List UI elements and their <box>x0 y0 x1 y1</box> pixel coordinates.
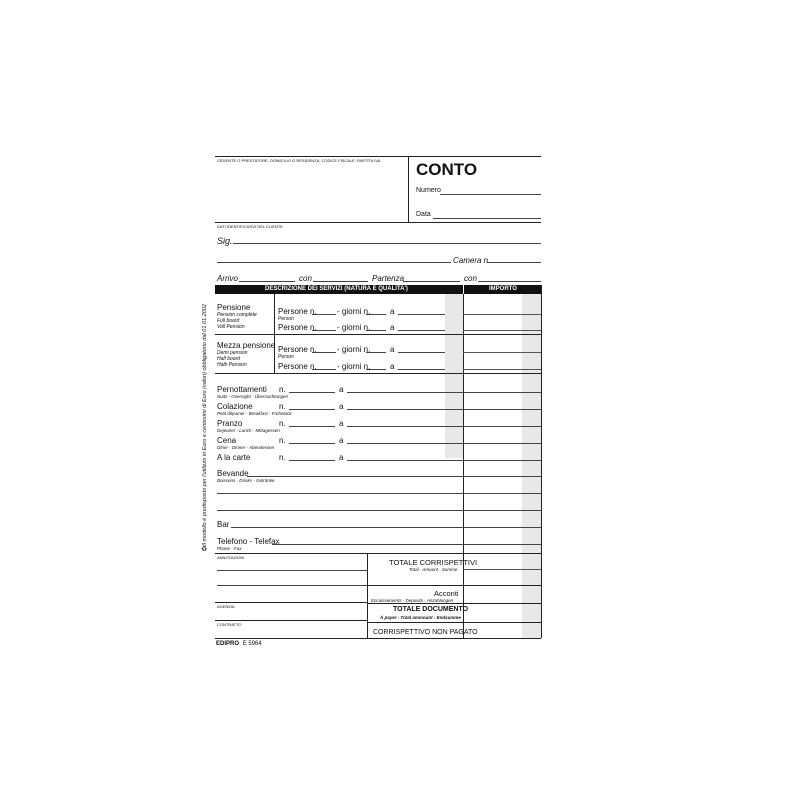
pensione-row1-rate[interactable] <box>398 314 445 315</box>
contratto-label: CONTRATTO <box>217 622 242 627</box>
annotazioni-label: ANNOTAZIONI <box>217 555 245 560</box>
mezza-sub-3: Halb Pension <box>217 362 247 368</box>
pensione-title: Pensione <box>217 303 251 312</box>
bevande-label: Bevande <box>217 469 249 478</box>
service-sub-colazione: Petit déjeuner - Breakfast - Frühstück <box>217 411 292 416</box>
service-label-pernottamenti: Pernottamenti <box>217 385 267 394</box>
service-a-a-la-carte: a <box>339 453 344 462</box>
mezza-sub-2: Half board <box>217 356 241 362</box>
telefono-field[interactable] <box>272 544 541 545</box>
acconti-line <box>367 603 541 604</box>
arrivo-field[interactable] <box>239 281 295 282</box>
service-a-field-a-la-carte[interactable] <box>347 460 541 461</box>
telefono-sub: Phone - Fax <box>217 546 242 551</box>
mezza-sub-1: Demi pension <box>217 350 248 356</box>
arrivo-label: Arrivo <box>217 274 238 283</box>
service-a-field-cena[interactable] <box>347 443 541 444</box>
annotazioni-line-2[interactable] <box>217 585 367 586</box>
pensione-row2: Person <box>278 316 294 322</box>
mezza-row2: Person <box>278 354 294 360</box>
top-border <box>215 156 541 157</box>
brand-text: EDIPRO <box>216 641 240 647</box>
bevande-field-3[interactable] <box>217 510 541 511</box>
mezza-bottom <box>215 373 541 374</box>
service-n-pernottamenti: n. <box>279 385 286 394</box>
mezza-row1-days[interactable] <box>366 352 386 353</box>
pensione-row3-persons[interactable] <box>312 330 336 331</box>
header-divider <box>408 156 409 222</box>
service-n-a-la-carte: n. <box>279 453 286 462</box>
mezza-row3-a: a <box>390 362 395 371</box>
pensione-row1-giorni: - giorni n. <box>337 307 371 316</box>
acconti-label: Acconti <box>434 589 459 598</box>
service-a-pernottamenti: a <box>339 385 344 394</box>
pensione-row1-a: a <box>390 307 395 316</box>
mezza-title: Mezza pensione <box>217 341 276 350</box>
footer-bottom <box>215 638 541 639</box>
con-field-1[interactable] <box>313 281 368 282</box>
bar-field[interactable] <box>231 527 541 528</box>
mezza-row1-giorni: - giorni n. <box>337 345 371 354</box>
service-n-pranzo: n. <box>279 419 286 428</box>
pensione-sub-3: Voll Pension <box>217 324 245 330</box>
service-a-cena: a <box>339 436 344 445</box>
bar-label: Bar <box>217 520 230 529</box>
footer-divider <box>367 553 368 638</box>
shade-column-left <box>445 294 463 458</box>
bevande-sub: Boissons - Drinks - Getränke <box>217 478 275 483</box>
totale-doc-sub: À payer - Total ammount - Endsumme <box>380 615 461 620</box>
totale-doc-line <box>367 622 541 623</box>
service-n-field-colazione[interactable] <box>289 409 335 410</box>
service-n-colazione: n. <box>279 402 286 411</box>
totale-doc-label: TOTALE DOCUMENTO <box>393 606 469 613</box>
service-a-pranzo: a <box>339 419 344 428</box>
bevande-field-2[interactable] <box>217 493 541 494</box>
product-code: E 5964 <box>242 641 262 647</box>
amount-header <box>464 285 541 294</box>
amount-line-2 <box>463 330 541 331</box>
service-sub-pranzo: Dejeuner - Lunch - Mittagessen <box>217 428 280 433</box>
camera-field[interactable] <box>487 262 541 263</box>
service-n-field-pranzo[interactable] <box>289 426 335 427</box>
data-label: Data <box>416 211 431 218</box>
con-field-2[interactable] <box>478 281 541 282</box>
numero-field[interactable] <box>440 194 541 195</box>
pensione-row3-days[interactable] <box>366 330 386 331</box>
service-label-a-la-carte: A la carte <box>217 453 251 462</box>
side-note: Il modello è predisposto per l'utilizzo in Euro e centesimi di Euro (valori) obbligatorio dal 01.01.2002 <box>202 304 208 546</box>
service-label-colazione: Colazione <box>217 402 253 411</box>
pensione-sub-2: Full board <box>217 318 240 324</box>
mezza-row3-persons[interactable] <box>312 369 336 370</box>
service-sub-cena: Dîner - Dinner - Abendessen <box>217 445 275 450</box>
agenzia-bottom <box>215 620 367 621</box>
telefono-label: Telefono - Telefax <box>217 537 280 546</box>
service-n-field-a-la-carte[interactable] <box>289 460 335 461</box>
mezza-row3-giorni: - giorni n. <box>337 362 371 371</box>
recycle-icon: ♻ <box>201 546 208 553</box>
mezza-row1-a: a <box>390 345 395 354</box>
service-n-cena: n. <box>279 436 286 445</box>
amount-line-3 <box>463 352 541 353</box>
amount-left-border <box>463 294 464 638</box>
amount-line-4 <box>463 369 541 370</box>
description-header-text: DESCRIZIONE DEI SERVIZI (NATURA E QUALITA') <box>265 286 408 292</box>
pensione-row1-persons[interactable] <box>312 314 336 315</box>
annotazioni-bottom <box>215 602 367 603</box>
description-header <box>215 285 463 294</box>
pensione-row3-giorni: - giorni n. <box>337 323 371 332</box>
pensione-row3-label: Persone n. <box>278 323 317 332</box>
service-a-colazione: a <box>339 402 344 411</box>
right-border <box>541 285 542 638</box>
amount-line-totale <box>463 569 541 570</box>
page-title: CONTO <box>416 160 478 179</box>
cedente-label: CEDENTE O PRESTATORE, DOMICILIO O RESIDENZA, CODICE FISCALE, PARTITA IVA <box>217 158 381 163</box>
service-sub-pernottamenti: Nuits - Overnight - Übernachtungen <box>217 394 289 399</box>
amount-line-1 <box>463 314 541 315</box>
pensione-sub-1: Pension complète <box>217 312 257 318</box>
totale-corr-sub: Total - Amount - Summe <box>409 567 458 572</box>
mezza-row1-persons[interactable] <box>312 352 336 353</box>
con-label-2: con <box>464 274 477 283</box>
pensione-bottom <box>215 334 541 335</box>
client-label: DATI IDENTIFICATIVI DEL CLIENTE <box>217 224 283 229</box>
brand-logo <box>216 641 262 647</box>
totale-corr-label: TOTALE CORRISPETTIVI <box>389 558 478 567</box>
partenza-label: Partenza <box>372 274 405 283</box>
sig-label: Sig. <box>217 236 233 246</box>
pensione-row3-a: a <box>390 323 395 332</box>
data-field[interactable] <box>433 218 541 219</box>
totale-corr-line <box>367 585 541 586</box>
pensione-row3-rate[interactable] <box>398 330 445 331</box>
client-line-2[interactable] <box>217 262 451 263</box>
service-n-field-cena[interactable] <box>289 443 335 444</box>
acconti-sub: Encaissements - Deposits - Anzahlungen <box>371 598 454 603</box>
sig-field[interactable] <box>233 243 541 244</box>
service-label-pranzo: Pranzo <box>217 419 243 428</box>
service-n-field-pernottamenti[interactable] <box>289 392 335 393</box>
numero-label: Numero <box>416 187 441 194</box>
service-a-field-pranzo[interactable] <box>347 426 541 427</box>
service-label-cena: Cena <box>217 436 237 445</box>
mezza-row1-rate[interactable] <box>398 352 445 353</box>
annotazioni-line-1[interactable] <box>217 570 367 571</box>
partenza-field[interactable] <box>403 281 460 282</box>
mezza-row3-label: Persone n. <box>278 362 317 371</box>
amount-header-text: IMPORTO <box>489 286 517 292</box>
agenzia-label: AGENZIA <box>217 604 235 609</box>
bevande-field-1[interactable] <box>247 476 541 477</box>
mezza-row3-days[interactable] <box>366 369 386 370</box>
shade-column-right <box>522 294 541 638</box>
services-bottom <box>215 553 541 554</box>
pensione-row1-days[interactable] <box>366 314 386 315</box>
mezza-row1-label: Persone n. <box>278 345 317 354</box>
mezza-row3-rate[interactable] <box>398 369 445 370</box>
service-a-field-pernottamenti[interactable] <box>347 392 541 393</box>
header-bottom-line <box>215 222 541 223</box>
non-pagato-label: CORRISPETTIVO NON PAGATO <box>373 629 478 636</box>
camera-label: Camera n. <box>453 256 491 265</box>
service-a-field-colazione[interactable] <box>347 409 541 410</box>
con-label-1: con <box>299 274 312 283</box>
pensione-row1-label: Persone n. <box>278 307 317 316</box>
